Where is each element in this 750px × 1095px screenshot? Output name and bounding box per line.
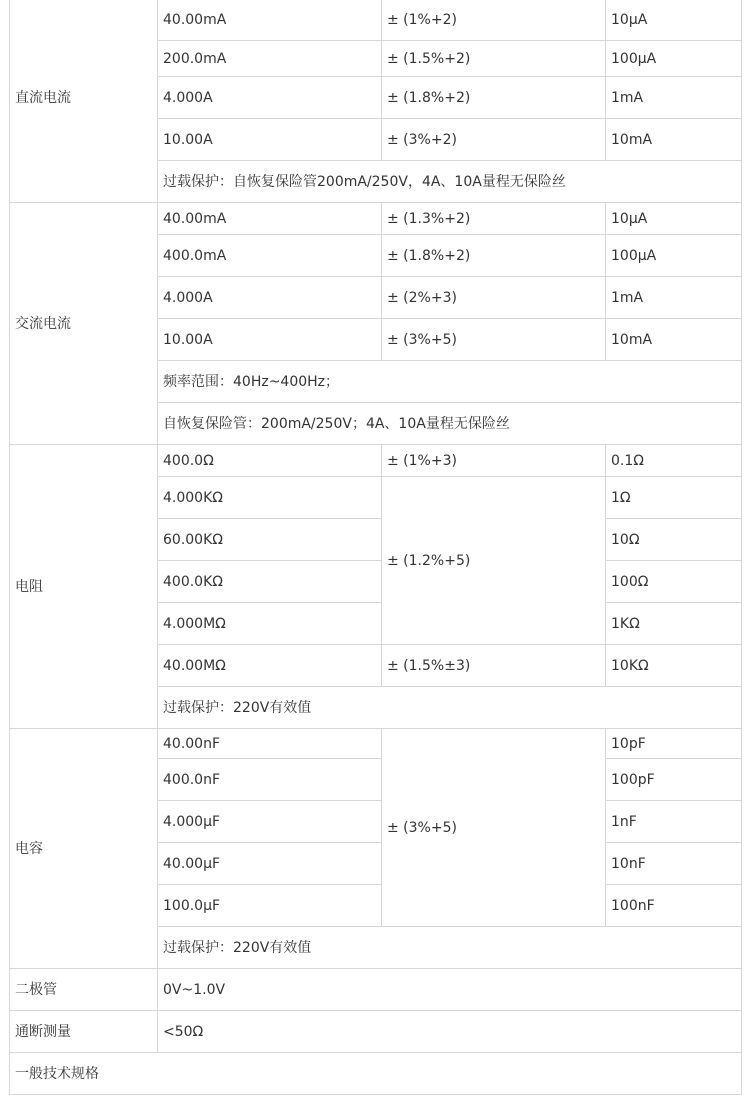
note-cell: 过载保护：220V有效值 [158,927,742,969]
range-cell: 60.00KΩ [158,519,382,561]
table-row [10,1011,742,1053]
value-cell: 0V~1.0V [158,969,742,1011]
range-cell: 40.00MΩ [158,645,382,687]
section-label-resistance: 电阻 [10,445,158,729]
table-row [10,445,742,477]
accuracy-cell: ± (1%+3) [382,445,606,477]
accuracy-cell: ± (1.5%±3) [382,645,606,687]
range-cell: 4.000MΩ [158,603,382,645]
resolution-cell: 10μA [606,203,742,235]
range-cell: 40.00mA [158,0,382,41]
range-cell: 400.0Ω [158,445,382,477]
accuracy-cell: ± (1.8%+2) [382,235,606,277]
resolution-cell: 10μA [606,0,742,41]
range-cell: 40.00mA [158,203,382,235]
resolution-cell: 10Ω [606,519,742,561]
section-label-capacitance: 电容 [10,729,158,969]
table-row [10,1053,742,1095]
resolution-cell: 10nF [606,843,742,885]
range-cell: 400.0KΩ [158,561,382,603]
note-cell: 过载保护：220V有效值 [158,687,742,729]
resolution-cell: 1Ω [606,477,742,519]
section-label-dc-current: 直流电流 [10,0,158,203]
range-cell: 400.0mA [158,235,382,277]
resolution-cell: 10mA [606,319,742,361]
table-row [10,729,742,759]
resolution-cell: 1mA [606,77,742,119]
note-cell: 过载保护：自恢复保险管200mA/250V，4A、10A量程无保险丝 [158,161,742,203]
table-row [10,969,742,1011]
general-spec-heading: 一般技术规格 [10,1053,742,1095]
accuracy-cell: ± (2%+3) [382,277,606,319]
section-label-diode: 二极管 [10,969,158,1011]
range-cell: 4.000KΩ [158,477,382,519]
resolution-cell: 10pF [606,729,742,759]
accuracy-cell: ± (3%+5) [382,319,606,361]
section-label-continuity: 通断测量 [10,1011,158,1053]
range-cell: 4.000μF [158,801,382,843]
accuracy-cell: ± (1.2%+5) [382,477,606,645]
note-cell: 自恢复保险管：200mA/250V；4A、10A量程无保险丝 [158,403,742,445]
accuracy-cell: ± (1%+2) [382,0,606,41]
spec-table [9,0,742,1095]
table-row [10,203,742,235]
accuracy-cell: ± (1.5%+2) [382,41,606,77]
range-cell: 4.000A [158,277,382,319]
resolution-cell: 10KΩ [606,645,742,687]
table-row [10,0,742,41]
accuracy-cell: ± (1.3%+2) [382,203,606,235]
accuracy-cell: ± (3%+5) [382,729,606,927]
range-cell: 40.00μF [158,843,382,885]
accuracy-cell: ± (3%+2) [382,119,606,161]
value-cell: <50Ω [158,1011,742,1053]
range-cell: 40.00nF [158,729,382,759]
range-cell: 200.0mA [158,41,382,77]
resolution-cell: 1mA [606,277,742,319]
accuracy-cell: ± (1.8%+2) [382,77,606,119]
resolution-cell: 100nF [606,885,742,927]
range-cell: 100.0μF [158,885,382,927]
resolution-cell: 10mA [606,119,742,161]
note-cell: 频率范围：40Hz~400Hz； [158,361,742,403]
range-cell: 400.0nF [158,759,382,801]
range-cell: 4.000A [158,77,382,119]
resolution-cell: 1nF [606,801,742,843]
resolution-cell: 1KΩ [606,603,742,645]
range-cell: 10.00A [158,119,382,161]
section-label-ac-current: 交流电流 [10,203,158,445]
resolution-cell: 100μA [606,235,742,277]
resolution-cell: 0.1Ω [606,445,742,477]
resolution-cell: 100Ω [606,561,742,603]
resolution-cell: 100μA [606,41,742,77]
range-cell: 10.00A [158,319,382,361]
resolution-cell: 100pF [606,759,742,801]
